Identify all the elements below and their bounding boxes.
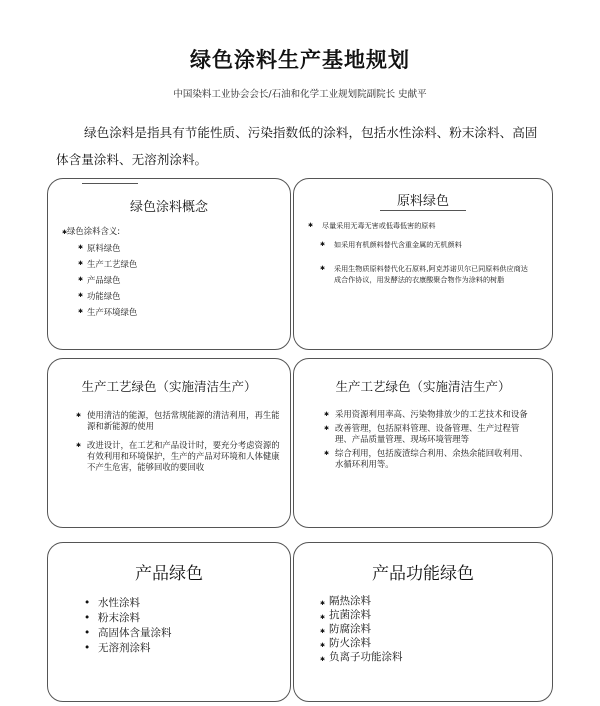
star-bullet-icon: ✱ (76, 412, 82, 419)
list-item: ✱ 如采用有机颜料替代含重金属的无机颜料 (320, 239, 462, 249)
concept-list (78, 240, 137, 320)
list-item: • 粉末涂料 (84, 612, 140, 624)
list-item: ✱ 防腐涂料 (320, 622, 403, 636)
star-bullet-icon: ✱ (78, 276, 84, 283)
list-item: • 水性涂料 (84, 597, 140, 609)
list-item: ✱ 产品绿色 (78, 272, 137, 288)
star-bullet-icon: ✱ (320, 642, 326, 649)
star-bullet-icon: ✱ (78, 308, 84, 315)
star-bullet-icon: ✱ (320, 628, 326, 635)
star-bullet-icon: ✱ (78, 260, 84, 267)
slide-process-1 (47, 358, 291, 528)
list-item: ✱ 采用生物质原料替代化石原料,阿克苏诺贝尔已同原料供应商达成合作协议，用发酵法的衣康酸聚合物作为涂料的树脂 (320, 264, 528, 284)
list-item: ✱ 抗菌涂料 (320, 608, 403, 622)
concept-heading: ✱绿色涂料含义: (62, 226, 121, 236)
slide-raw-material (293, 178, 553, 350)
dot-bullet-icon: • (84, 642, 91, 654)
slide-function (293, 542, 553, 702)
raw-list (308, 221, 534, 285)
product-list (84, 596, 172, 656)
slide-title: 原料绿色 (396, 194, 449, 209)
star-bullet-icon: ✱ (320, 656, 326, 663)
star-bullet-icon: ✱ (320, 614, 326, 621)
list-item: • 高固体含量涂料 (84, 627, 172, 639)
process2-list (324, 409, 532, 470)
list-item: ✱ 综合利用，包括废渣综合利用、余热余能回收利用、水循环利用等。 (324, 448, 528, 469)
list-item: ✱ 改进设计，在工艺和产品设计时，要充分考虑资源的有效利用和环境保护，生产的产品对环境和人体健康不产生危害，能够回收的要回收 (76, 440, 280, 472)
slide-title: 生产工艺绿色（实施清洁生产） (335, 379, 511, 394)
list-item: ✱ 使用清洁的能源，包括常规能源的清洁利用，再生能源和新能源的使用 (76, 410, 280, 431)
slide-title: 生产工艺绿色（实施清洁生产） (81, 379, 257, 394)
star-bullet-icon: ✱ (308, 222, 314, 229)
list-item: ✱ 生产环境绿色 (78, 304, 137, 320)
list-item: ✱ 生产工艺绿色 (78, 256, 137, 272)
dot-bullet-icon: • (84, 627, 91, 639)
list-item: ✱ 采用资源利用率高、污染物排放少的工艺技术和设备 (324, 409, 528, 419)
star-bullet-icon: ✱ (320, 240, 326, 248)
list-item: ✱ 隔热涂料 (320, 594, 403, 608)
star-bullet-icon: ✱ (324, 450, 330, 457)
star-bullet-icon: ✱ (320, 600, 326, 607)
list-item: • 无溶剂涂料 (84, 642, 151, 654)
dot-bullet-icon: • (84, 597, 91, 609)
slide-process-2 (293, 358, 553, 528)
slide-title: 绿色涂料概念 (129, 200, 208, 215)
list-item: ✱ 改善管理，包括原料管理、设备管理、生产过程管理、产品质量管理、现场环境管理等 (324, 423, 520, 444)
list-item: ✱ 负离子功能涂料 (320, 650, 403, 664)
slide-title: 产品绿色 (135, 564, 203, 584)
star-bullet-icon: ✱ (324, 425, 330, 432)
slide-product (47, 542, 291, 702)
intro-paragraph: 绿色涂料是指具有节能性质、污染指数低的涂料，包括水性涂料、粉末涂料、高固体含量涂料、无溶剂涂料。 (56, 125, 538, 167)
star-bullet-icon: ✱ (320, 265, 326, 272)
star-bullet-icon: ✱ (78, 244, 84, 251)
list-item: ✱ 功能绿色 (78, 288, 137, 304)
slide-decoration (380, 210, 466, 211)
slide-title: 产品功能绿色 (372, 564, 474, 584)
process1-list (76, 410, 280, 473)
slide-decoration (82, 183, 138, 184)
function-list (320, 594, 403, 664)
star-bullet-icon: ✱ (62, 229, 68, 236)
star-bullet-icon: ✱ (324, 411, 330, 418)
star-bullet-icon: ✱ (78, 292, 84, 299)
slide-concept (47, 178, 291, 350)
dot-bullet-icon: • (84, 612, 91, 624)
document-title: 绿色涂料生产基地规划 (190, 48, 410, 72)
document-subtitle: 中国染料工业协会会长/石油和化学工业规划院副院长 史献平 (173, 89, 427, 100)
list-item: ✱ 原料绿色 (78, 240, 137, 256)
list-item: ✱ 防火涂料 (320, 636, 403, 650)
list-item: ✱ 尽量采用无毒无害或低毒低害的原料 (308, 221, 436, 230)
star-bullet-icon: ✱ (76, 442, 82, 449)
